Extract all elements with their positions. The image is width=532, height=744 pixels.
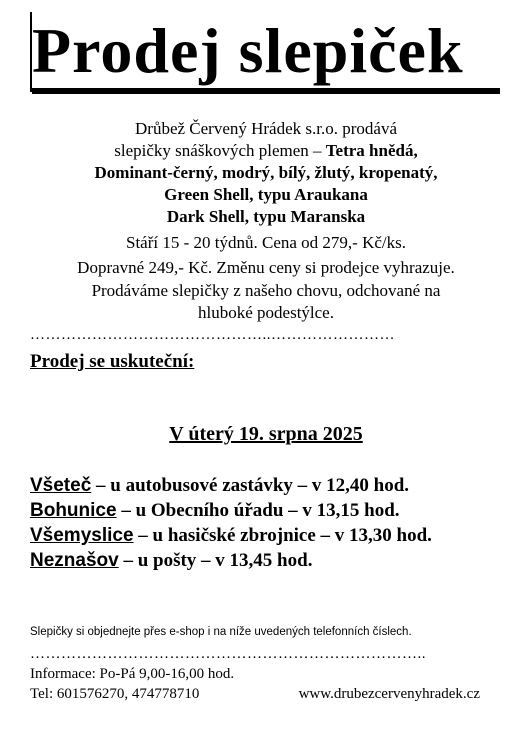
stop-detail: – u hasičské zbrojnice – v 13,30 hod. [133,525,432,546]
dotted-separator: ………………………………………..…………………… [30,327,395,343]
intro-line-2-text: slepičky snáškových plemen – [114,141,326,160]
title-underline-rule [32,88,500,94]
sale-heading: Prodej se uskuteční: [30,351,195,372]
intro-bedding: hluboké podestýlce. [198,303,334,322]
business-hours: Informace: Po-Pá 9,00-16,00 hod. [30,666,235,682]
intro-line-2 [20,140,512,162]
stop-place: Bohunice [30,500,117,521]
stop-place: Neznašov [30,550,119,571]
phone-numbers: Tel: 601576270, 474778710 [30,686,200,702]
sale-date: V úterý 19. srpna 2025 [169,423,363,445]
intro-age-price: Stáří 15 - 20 týdnů. Cena od 279,- Kč/ks. [126,233,406,252]
intro-line-1: Drůbež Červený Hrádek s.r.o. prodává [135,119,397,138]
stop-place: Všeteč [30,475,92,496]
order-note: Slepičky si objednejte přes e-shop i na níže uvedených telefonních číslech. [30,626,412,638]
intro-breed-green-shell: Green Shell, typu Araukana [164,185,368,204]
dotted-separator: ………………………………………………………………….. [30,646,426,662]
stop-row [30,549,312,573]
intro-breed-dominant: Dominant-černý, modrý, bílý, žlutý, kropenatý, [94,163,438,182]
stop-detail: – u autobusové zastávky – v 12,40 hod. [91,475,410,496]
intro-transport: Dopravné 249,- Kč. Změnu ceny si prodejce vyhrazuje. [77,258,455,277]
stop-detail: – u Obecního úřadu – v 13,15 hod. [116,500,400,521]
title-block [30,12,500,92]
intro-breed-tetra: Tetra hnědá, [325,141,418,160]
stop-detail: – u pošty – v 13,45 hod. [118,550,313,571]
page-title: Prodej slepiček [32,15,464,86]
intro-origin: Prodáváme slepičky z našeho chovu, odchované na [91,281,441,300]
stop-row [30,524,432,548]
intro-breed-dark-shell: Dark Shell, typu Maranska [166,207,366,226]
stop-place: Všemyslice [30,525,134,546]
stop-row [30,474,409,498]
website-url: www.drubezcervenyhradek.cz [298,686,480,702]
stop-row [30,499,400,523]
